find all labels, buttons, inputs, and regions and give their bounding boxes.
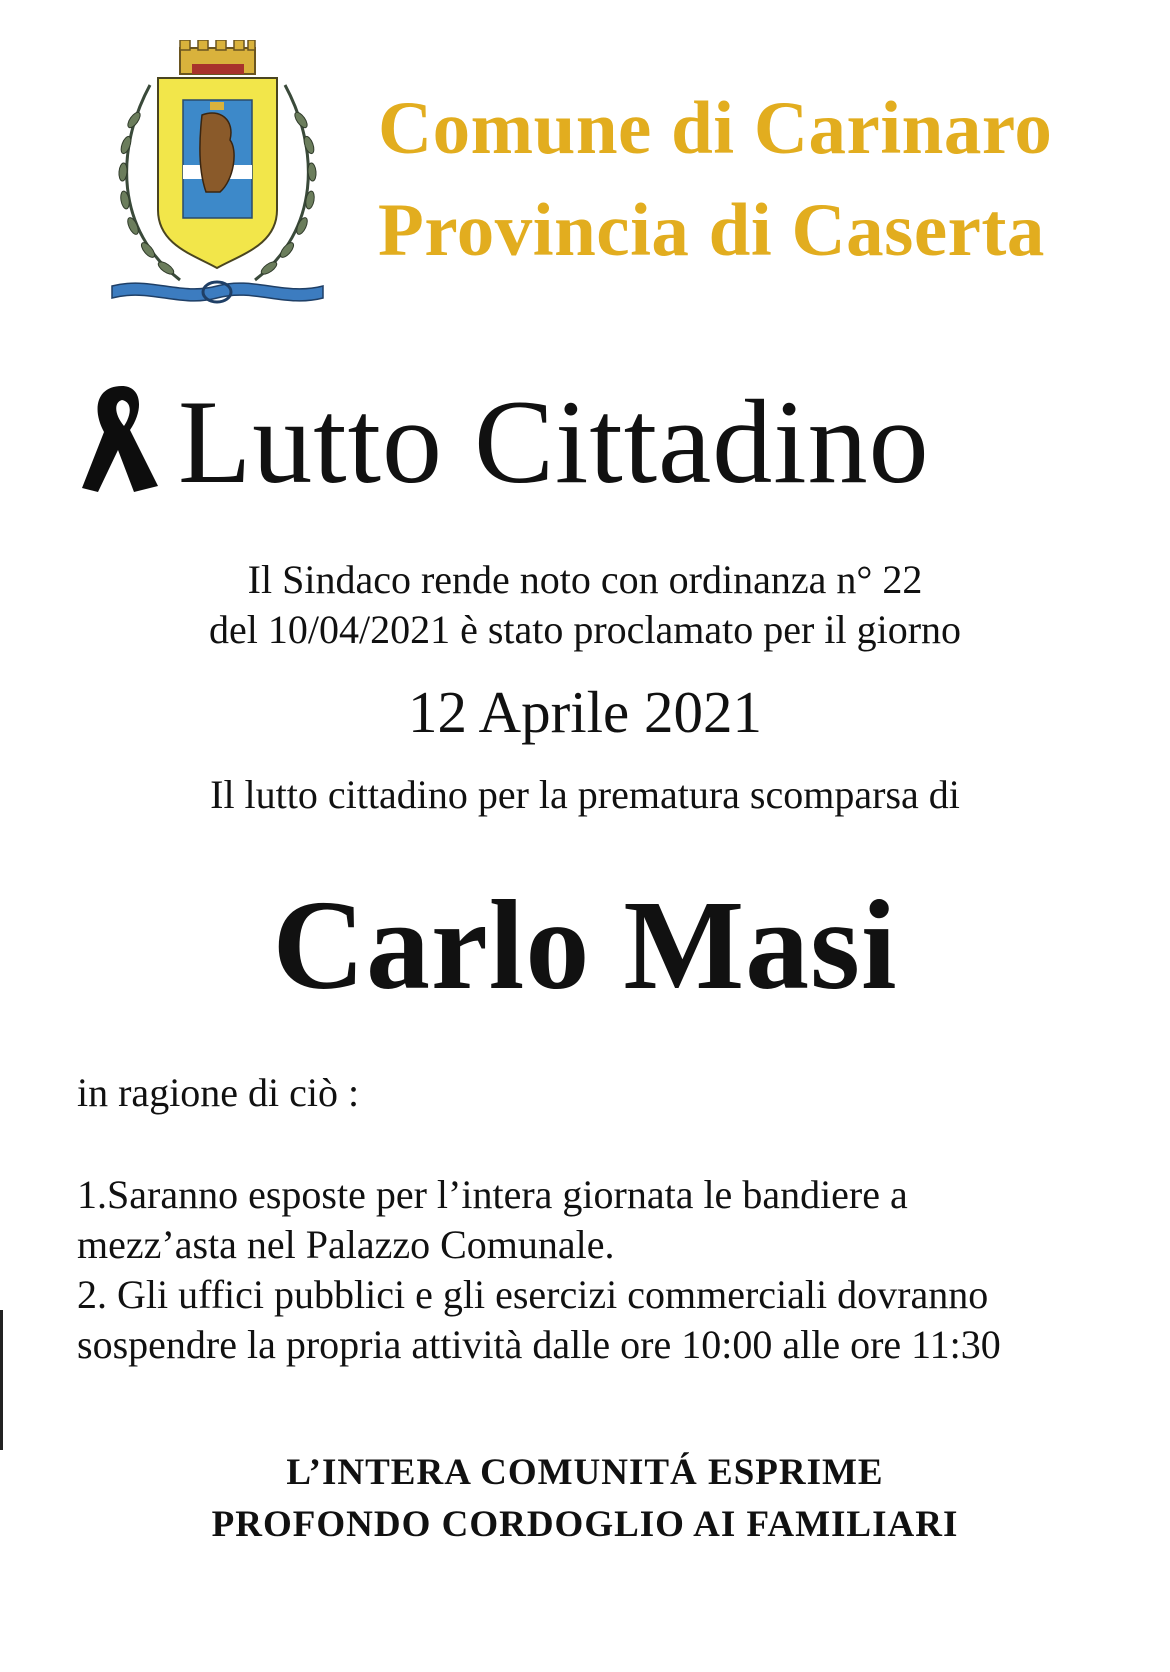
header bbox=[0, 0, 1170, 330]
measure-line: 2. Gli uffici pubblici e gli esercizi commerciali dovranno bbox=[77, 1272, 989, 1317]
mourning-date: 12 Aprile 2021 bbox=[408, 679, 762, 745]
province-line: Provincia di Caserta bbox=[378, 189, 1045, 272]
intro-line: del 10/04/2021 è stato proclamato per il giorno bbox=[208, 607, 962, 652]
deceased-name: Carlo Masi bbox=[272, 874, 898, 1016]
measure-line: sospendre la propria attività dalle ore 10:00 alle ore 11:30 bbox=[77, 1322, 1001, 1367]
municipality-line: Comune di Carinaro bbox=[378, 87, 1053, 170]
municipality-name bbox=[378, 78, 1138, 282]
page-edge-shadow bbox=[0, 1310, 3, 1450]
intro-line: Il Sindaco rende noto con ordinanza n° 22 bbox=[247, 557, 923, 602]
coat-of-arms-icon bbox=[110, 40, 325, 315]
notice-title-row bbox=[0, 372, 1170, 512]
premise-text: in ragione di ciò : bbox=[77, 1070, 360, 1115]
mourning-ribbon-icon bbox=[78, 380, 166, 508]
mourning-cause: Il lutto cittadino per la prematura scomparsa di bbox=[210, 772, 960, 817]
measures-list bbox=[77, 1170, 1137, 1370]
closing-line: PROFONDO CORDOGLIO AI FAMILIARI bbox=[211, 1504, 959, 1545]
ordinance-intro bbox=[0, 555, 1170, 655]
measure-line: 1.Saranno esposte per l’intera giornata le bandiere a bbox=[77, 1172, 908, 1217]
notice-title: Lutto Cittadino bbox=[178, 375, 930, 508]
measure-line: mezz’asta nel Palazzo Comunale. bbox=[77, 1222, 615, 1267]
condolence-message bbox=[0, 1447, 1170, 1551]
closing-line: L’INTERA COMUNITÁ ESPRIME bbox=[286, 1452, 884, 1493]
